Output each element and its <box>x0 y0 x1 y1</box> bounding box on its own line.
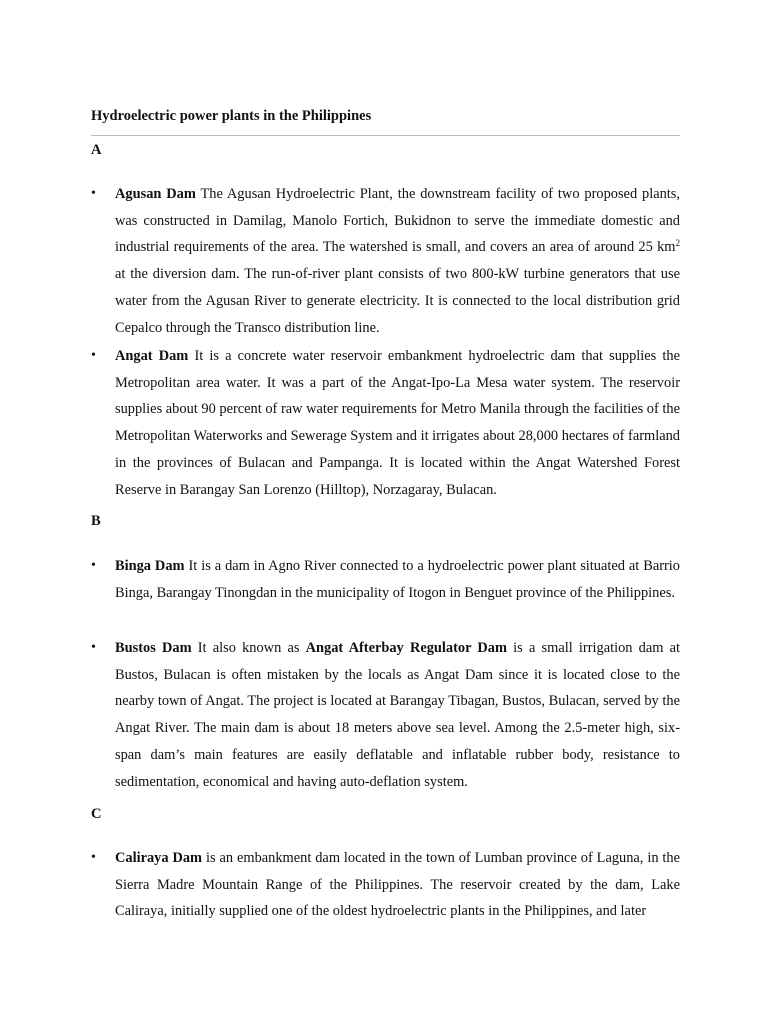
bullet-icon: • <box>91 348 96 363</box>
entry-paragraph <box>115 635 680 795</box>
title-divider <box>91 135 680 136</box>
entry-text: The Agusan Hydroelectric Plant, the downstream facility of two proposed plants, was constructed in Damilag, Manolo Fortich, Bukidnon to serve the immediate domestic and industrial requirements of the area. The watershed is small, and covers an area of around 25 km <box>115 186 680 256</box>
entry-text: It is a dam in Agno River connected to a hydroelectric power plant situated at Barrio Binga, Barangay Tinongdan in the municipality of Itogon in Benguet province of the Philippines. <box>115 558 680 601</box>
list-item-angat-dam <box>91 343 680 503</box>
section-letter-b: B <box>91 513 101 529</box>
entry-paragraph <box>115 845 680 925</box>
entry-paragraph <box>115 343 680 503</box>
bullet-icon: • <box>91 850 96 865</box>
superscript: 2 <box>675 238 680 249</box>
entry-term-alias: Angat Afterbay Regulator Dam <box>305 640 507 656</box>
entry-text: It is a concrete water reservoir embankment hydroelectric dam that supplies the Metropolitan area water. It was a part of the Angat-Ipo-La Mesa water system. The reservoir supplies about 90 percent of raw water requirements for Metro Manila through the facilities of the Metropolitan Waterworks and Sewerage System and it irrigates about 28,000 hectares of farmland in the provinces of Bulacan and Pampanga. It is located within the Angat Watershed Forest Reserve in Barangay San Lorenzo (Hilltop), Norzagaray, Bulacan. <box>115 348 680 498</box>
bullet-icon: • <box>91 186 96 201</box>
bullet-icon: • <box>91 558 96 573</box>
entry-term: Agusan Dam <box>115 186 196 202</box>
list-item-bustos-dam <box>91 635 680 795</box>
entry-term: Angat Dam <box>115 348 189 364</box>
entry-text-continued: at the diversion dam. The run-of-river plant consists of two 800-kW turbine generators that use water from the Agusan River to generate electricity. It is connected to the local distribution grid Cepalco through the Transco distribution line. <box>115 266 680 336</box>
entry-paragraph <box>115 553 680 606</box>
entry-text: It also known as <box>191 640 306 656</box>
entry-text: is an embankment dam located in the town of Lumban province of Laguna, in the Sierra Madre Mountain Range of the Philippines. The reservoir created by the dam, Lake Caliraya, initially supplied one of the oldest hydroelectric plants in the Philippines, and later <box>115 850 681 920</box>
entry-term: Bustos Dam <box>115 640 192 656</box>
entry-term: Binga Dam <box>115 558 185 574</box>
list-item-binga-dam <box>91 553 680 606</box>
document-title: Hydroelectric power plants in the Philippines <box>91 108 372 124</box>
list-item-agusan-dam <box>91 181 680 341</box>
bullet-icon: • <box>91 640 96 655</box>
entry-paragraph <box>115 181 680 341</box>
section-letter-c: C <box>91 806 102 822</box>
entry-text-continued: is a small irrigation dam at Bustos, Bulacan is often mistaken by the locals as Angat Dam since it is located close to the nearby town of Angat. The project is located at Barangay Tibagan, Bustos, Bulacan, served by the Angat River. The main dam is about 18 meters above sea level. Among the 2.5-meter high, six-span dam’s main features are easily deflatable and inflatable rubber body, resistance to sedimentation, economical and having auto-deflation system. <box>115 640 680 790</box>
list-item-caliraya-dam <box>91 845 680 925</box>
section-letter-a: A <box>91 142 102 158</box>
entry-term: Caliraya Dam <box>115 850 203 866</box>
